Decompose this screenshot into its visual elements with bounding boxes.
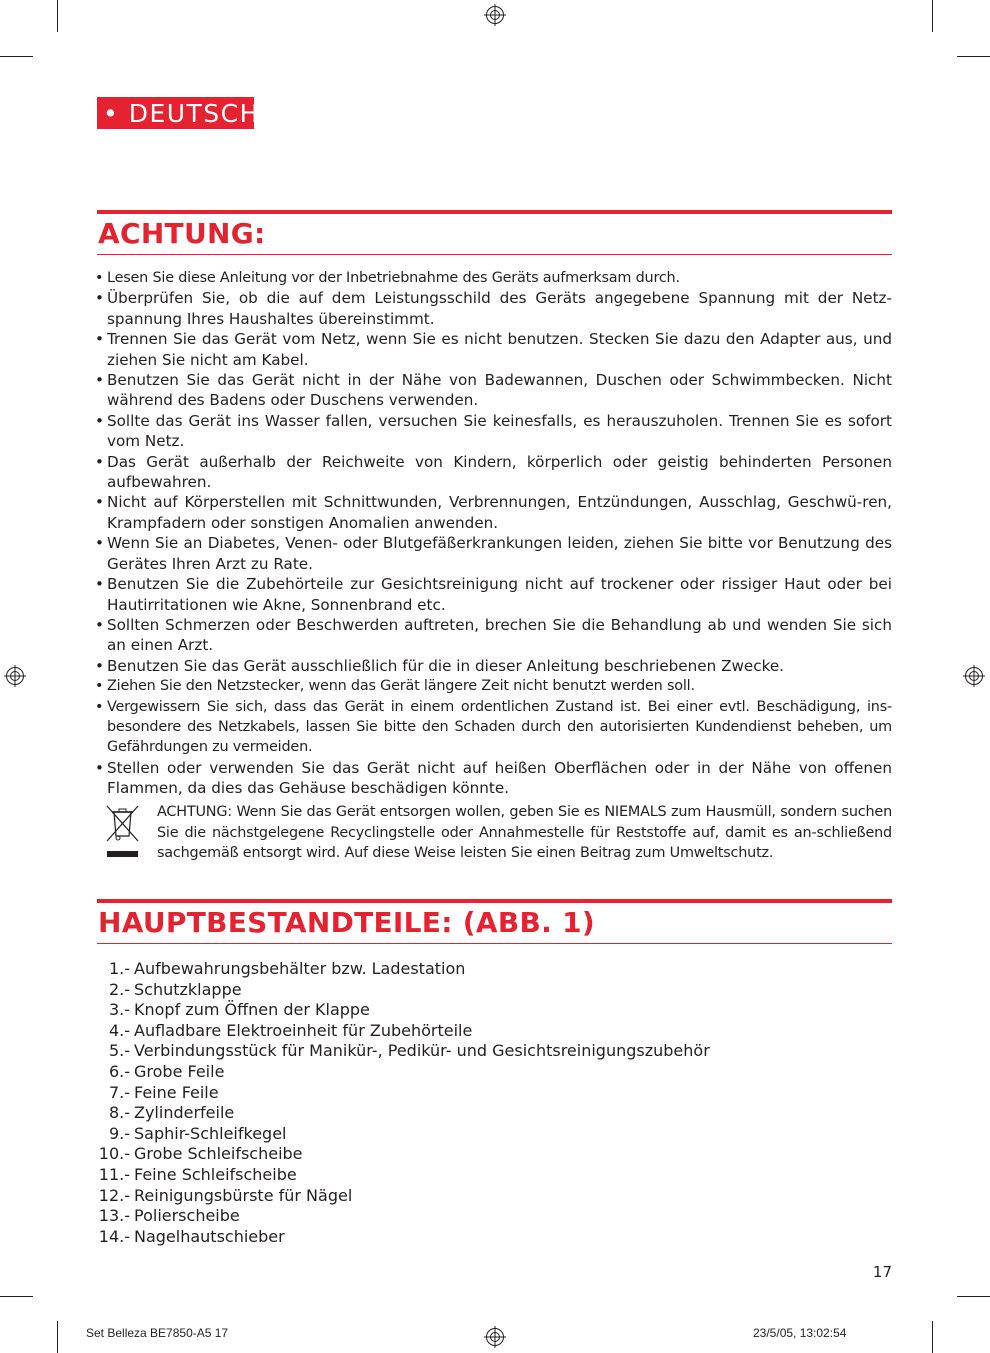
part-label: Aufbewahrungsbehälter bzw. Ladestation	[134, 959, 466, 978]
part-label: Knopf zum Öffnen der Klappe	[134, 1000, 370, 1020]
warning-item: • Sollten Schmerzen oder Beschwerden auftreten, brechen Sie die Behandlung ab und wenden Sie sich an einen Arzt.	[95, 615, 892, 655]
crop-mark	[957, 56, 990, 57]
crop-mark	[932, 1321, 933, 1353]
part-label: Nagelhautschieber	[134, 1226, 285, 1246]
part-item	[97, 1186, 710, 1207]
parts-section-header	[97, 899, 892, 944]
warning-item: • Benutzen Sie das Gerät nicht in der Nähe von Badewannen, Duschen oder Schwimmbecken. Nicht während des Badens oder Duschens verwenden.	[95, 371, 892, 410]
warning-item: • Ziehen Sie den Netzstecker, wenn das Gerät längere Zeit nicht benutzt werden soll.	[95, 678, 695, 695]
parts-section-title: HAUPTBESTANDTEILE: (ABB. 1)	[98, 906, 595, 939]
warning-item-text: Das Gerät außerhalb der Reichweite von Kindern, körperlich oder geistig behinderten Personen aufbewahren.	[107, 452, 892, 492]
slug-file-info: Set Belleza BE7850-A5 17	[86, 1326, 229, 1340]
warning-item: • Wenn Sie an Diabetes, Venen- oder Blutgefäßerkrankungen leiden, ziehen Sie bitte vor Benutzung des Gerätes Ihren Arzt zu Rate.	[95, 534, 892, 573]
registration-mark-icon	[4, 665, 26, 687]
crop-mark	[932, 0, 933, 32]
parts-list	[97, 959, 710, 1247]
part-item	[97, 1041, 710, 1062]
part-item	[97, 1021, 710, 1042]
warning-item: • Nicht auf Körperstellen mit Schnittwunden, Verbrennungen, Entzündungen, Ausschlag, Geschwü-ren, Krampfadern oder sonstigen Anomalien anwenden.	[95, 493, 892, 532]
warning-section-header	[97, 210, 892, 255]
section-rule-bottom	[97, 943, 892, 944]
part-label: Grobe Schleifscheibe	[134, 1144, 303, 1164]
warning-item: • Sollte das Gerät ins Wasser fallen, versuchen Sie keinesfalls, es herauszuholen. Trennen Sie es sofort vom Netz.	[95, 411, 892, 451]
section-rule-bottom	[97, 254, 892, 255]
warning-item: • Das Gerät außerhalb der Reichweite von Kindern, körperlich oder geistig behinderten Personen aufbewahren.	[95, 452, 892, 492]
part-item	[97, 1144, 710, 1165]
warning-item-text: Ziehen Sie den Netzstecker, wenn das Gerät längere Zeit nicht benutzt werden soll.	[107, 678, 695, 695]
registration-mark-icon	[484, 1326, 506, 1348]
crop-mark	[0, 56, 33, 57]
registration-mark-icon	[963, 665, 985, 687]
warning-item-text: Trennen Sie das Gerät vom Netz, wenn Sie es nicht benutzen. Stecken Sie dazu den Adapter aus, und ziehen Sie nicht am Kabel.	[107, 330, 892, 369]
warning-item-text: Lesen Sie diese Anleitung vor der Inbetriebnahme des Geräts aufmerksam durch.	[107, 270, 680, 286]
part-number: 14.-	[98, 1226, 130, 1246]
part-number: 10.-	[98, 1144, 130, 1164]
part-number: 3.-	[108, 1000, 130, 1020]
part-number: 9.-	[108, 1123, 130, 1143]
crop-mark	[57, 1321, 58, 1353]
warning-list	[92, 268, 892, 799]
part-item	[97, 959, 710, 980]
part-number: 11.-	[98, 1164, 130, 1184]
part-item	[97, 1103, 710, 1124]
crop-mark	[957, 1296, 990, 1297]
part-number: 1.-	[108, 959, 130, 978]
part-label: Feine Feile	[134, 1082, 219, 1102]
warning-section-title: ACHTUNG:	[98, 217, 266, 250]
warning-item: • Trennen Sie das Gerät vom Netz, wenn Sie es nicht benutzen. Stecken Sie dazu den Adapter aus, und ziehen Sie nicht am Kabel.	[95, 330, 892, 369]
page-number: 17	[872, 1263, 892, 1281]
part-number: 7.-	[108, 1082, 130, 1102]
part-label: Schutzklappe	[134, 979, 242, 999]
part-label: Feine Schleifscheibe	[134, 1164, 297, 1184]
warning-item-text: Benutzen Sie das Gerät nicht in der Nähe von Badewannen, Duschen oder Schwimmbecken. Nicht während des Badens oder Duschens verwenden.	[107, 371, 892, 410]
warning-item: • Stellen oder verwenden Sie das Gerät nicht auf heißen Oberflächen oder in der Nähe von offenen Flammen, da dies das Gehäuse beschädigen könnte.	[95, 758, 892, 798]
part-item	[97, 980, 710, 1001]
part-item	[97, 1000, 710, 1021]
slug-timestamp: 23/5/05, 13:02:54	[753, 1326, 847, 1340]
part-label: Verbindungsstück für Manikür-, Pedikür- und Gesichtsreinigungszubehör	[134, 1041, 710, 1061]
warning-item: • Lesen Sie diese Anleitung vor der Inbetriebnahme des Geräts aufmerksam durch.	[95, 270, 680, 286]
warning-item-text: Benutzen Sie die Zubehörteile zur Gesichtsreinigung nicht auf trockener oder rissiger Haut oder bei Hautirritationen wie Akne, Sonnenbrand etc.	[107, 575, 892, 614]
part-label: Zylinderfeile	[134, 1103, 235, 1123]
warning-item: • Benutzen Sie das Gerät ausschließlich für die in dieser Anleitung beschriebenen Zwecke.	[95, 656, 785, 675]
crop-mark	[0, 1296, 33, 1297]
warning-item-text: Stellen oder verwenden Sie das Gerät nicht auf heißen Oberflächen oder in der Nähe von offenen Flammen, da dies das Gehäuse beschädigen könnte.	[107, 758, 892, 798]
warning-item: • Überprüfen Sie, ob die auf dem Leistungsschild des Geräts angegebene Spannung mit der Netz-spannung Ihres Haushaltes übereinstimmt.	[95, 289, 892, 328]
part-label: Grobe Feile	[134, 1061, 225, 1081]
part-item	[97, 1062, 710, 1083]
part-label: Reinigungsbürste für Nägel	[134, 1185, 353, 1205]
part-item	[97, 1227, 710, 1248]
part-item	[97, 1083, 710, 1104]
part-item	[97, 1124, 710, 1145]
part-number: 2.-	[108, 979, 130, 999]
part-number: 13.-	[98, 1206, 130, 1226]
part-item	[97, 1165, 710, 1186]
part-label: Saphir-Schleifkegel	[134, 1123, 287, 1143]
part-number: 5.-	[108, 1041, 130, 1061]
warning-item-text: Vergewissern Sie sich, dass das Gerät in einem ordentlichen Zustand ist. Bei einer evtl. Beschädigung, ins-besondere des Netzkabels, lassen Sie bitte den Schaden durch den autorisierten Kundendienst beheben, um Gefährdungen zu vermeiden.	[107, 698, 892, 756]
warning-item-text: Sollten Schmerzen oder Beschwerden auftreten, brechen Sie die Behandlung ab und wenden Sie sich an einen Arzt.	[107, 615, 892, 655]
part-item	[97, 1206, 710, 1227]
registration-mark-icon	[484, 4, 506, 26]
crop-mark	[57, 0, 58, 32]
warning-item-text: Benutzen Sie das Gerät ausschließlich für die in dieser Anleitung beschriebenen Zwecke.	[107, 656, 785, 675]
warning-item: • Vergewissern Sie sich, dass das Gerät in einem ordentlichen Zustand ist. Bei einer evtl. Beschädigung, ins-besondere des Netzkabels, lassen Sie bitte den Schaden durch den autorisierten Kundendienst beheben, um Gefährdungen zu vermeiden.	[95, 698, 892, 756]
warning-item-text: Überprüfen Sie, ob die auf dem Leistungsschild des Geräts angegebene Spannung mit der Netz-spannung Ihres Haushaltes übereinstimmt.	[107, 289, 892, 328]
part-number: 12.-	[98, 1185, 130, 1205]
part-label: Polierscheibe	[134, 1206, 240, 1226]
crossed-out-wheeled-bin-icon	[105, 804, 140, 860]
warning-item-text: Wenn Sie an Diabetes, Venen- oder Blutgefäßerkrankungen leiden, ziehen Sie bitte vor Benutzung des Gerätes Ihren Arzt zu Rate.	[107, 534, 892, 573]
recycling-note: ACHTUNG: Wenn Sie das Gerät entsorgen wollen, geben Sie es NIEMALS zum Hausmüll, sondern suchen Sie die nächstgelegene Recyclingstelle oder Annahmestelle für Reststoffe auf, damit es an-schließend sachgemäß entsorgt wird. Auf diese Weise leisten Sie einen Beitrag zum Umweltschutz.	[157, 804, 892, 862]
part-number: 4.-	[108, 1020, 130, 1040]
warning-item: • Benutzen Sie die Zubehörteile zur Gesichtsreinigung nicht auf trockener oder rissiger Haut oder bei Hautirritationen wie Akne, Sonnenbrand etc.	[95, 575, 892, 614]
warning-item-text: Nicht auf Körperstellen mit Schnittwunden, Verbrennungen, Entzündungen, Ausschlag, Geschwü-ren, Krampfadern oder sonstigen Anomalien anwenden.	[107, 493, 892, 532]
part-number: 8.-	[108, 1103, 130, 1123]
language-tag: • DEUTSCH	[97, 97, 254, 129]
warning-item-text: Sollte das Gerät ins Wasser fallen, versuchen Sie keinesfalls, es herauszuholen. Trennen Sie es sofort vom Netz.	[107, 411, 892, 451]
part-number: 6.-	[108, 1061, 130, 1081]
part-label: Aufladbare Elektroeinheit für Zubehörteile	[134, 1020, 473, 1040]
